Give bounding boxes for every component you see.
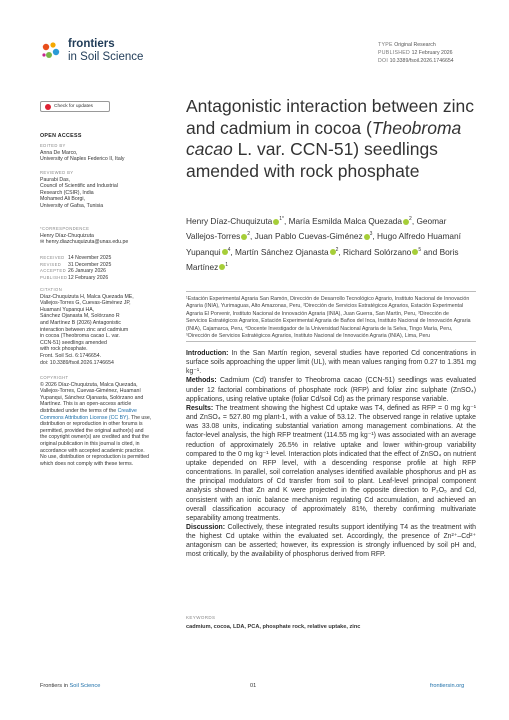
- footer-journal: [40, 683, 100, 689]
- footer-journal-pre: Frontiers in: [40, 683, 70, 689]
- author[interactable]: Geomar Vallejos-Torres: [186, 215, 447, 242]
- author[interactable]: Boris Martínez: [186, 246, 459, 272]
- section-text: In the San Martín region, several studies have reported Cd concentrations in surface soils approaching the upper limit (UL), with mean values ranging from 0.27 to 1.351 mg kg⁻¹.: [186, 350, 476, 376]
- citation-line: Díaz-Chuquizuta H, Malca Quezada ME,: [40, 293, 134, 300]
- title-part: L. var. CCN-51) seedlings amended with rock phosphate: [186, 139, 438, 181]
- author-sup: 2: [247, 231, 251, 238]
- received-label: RECEIVED: [40, 255, 65, 260]
- footer-journal-link[interactable]: Soil Science: [69, 683, 101, 689]
- correspondence-label: *CORRESPONDENCE: [40, 226, 90, 231]
- copyright-text: [40, 382, 152, 468]
- author-sup: 2: [335, 246, 339, 253]
- author[interactable]: Juan Pablo Cuevas-Giménez: [254, 231, 363, 242]
- correspondence-email[interactable]: ✉ henry.diazchuquizuta@unas.edu.pe: [40, 239, 129, 246]
- author[interactable]: Martín Sánchez Ojanasta: [235, 246, 329, 257]
- copyright-text-pre: © 2026 Díaz-Chuquizuta, Malca Quezada, Vallejos-Torres, Cuevas-Giménez, Huamaní Yupanqui, Sánchez Ojanasta, Solórzano and Martínez. This is an open-access article distributed under the terms of the: [40, 381, 144, 414]
- author-sup: 1*: [279, 216, 284, 222]
- correspondence-name: Henry Díaz-Chuquizuta: [40, 232, 94, 239]
- type-value: Original Research: [394, 42, 436, 48]
- journal-name-line1: frontiers: [68, 38, 115, 50]
- section-text: Cadmium (Cd) transfer to Theobroma cacao (CCN-51) seedlings was evaluated under 12 factorial combinations of phosphate rock (RFP) and foliar zinc sulphate (ZnSO₄) applications, using relative uptake (foliar Cd/soil Cd) as the primary response variable.: [186, 377, 476, 403]
- reviewed-by-line: Council of Scientific and Industrial: [40, 183, 118, 190]
- author-sup: 4: [227, 246, 231, 253]
- citation-line: with rock phosphate.: [40, 346, 88, 353]
- title-species: Theobroma cacao: [186, 117, 462, 159]
- reviewed-by-label: REVIEWED BY: [40, 170, 74, 175]
- author[interactable]: Henry Díaz-Chuquizuta: [186, 215, 273, 226]
- published-label: PUBLISHED: [40, 274, 68, 280]
- author[interactable]: María Esmilda Malca Quezada: [288, 215, 403, 226]
- received-date: 14 November 2025: [68, 255, 112, 261]
- author-sup: 1: [225, 261, 229, 268]
- copyright-block: [40, 375, 152, 467]
- published-value: 12 February 2026: [411, 50, 453, 57]
- reviewed-by-line: University of Gafsa, Tunisia: [40, 202, 104, 209]
- citation-line: CCN-51) seedlings amended: [40, 339, 107, 346]
- journal-name: [68, 38, 143, 64]
- author-sup: 3: [369, 231, 373, 238]
- divider: [186, 291, 476, 292]
- citation-label: CITATION: [40, 287, 63, 292]
- frontiers-logo-icon: [40, 40, 62, 62]
- open-access-label: OPEN ACCESS: [40, 133, 82, 139]
- author[interactable]: Richard Solórzano: [343, 246, 412, 257]
- section-label: Methods:: [186, 377, 217, 385]
- correspondence-email-text[interactable]: henry.diazchuquizuta@unas.edu.pe: [45, 239, 129, 246]
- abstract-results: [186, 404, 476, 523]
- section-label: Results:: [186, 404, 214, 412]
- check-for-updates-button[interactable]: [40, 101, 110, 112]
- dates-block: [40, 255, 111, 281]
- keywords: cadmium, cocoa, LDA, PCA, phosphate rock, relative uptake, zinc: [186, 624, 361, 630]
- citation-line: and Martínez B (2026) Antagonistic: [40, 319, 122, 326]
- citation-line: Huamaní Yupanqui HA,: [40, 306, 95, 313]
- reviewed-by-line: Research (CSIR), India: [40, 189, 94, 196]
- citation-line: interaction between zinc and cadmium: [40, 326, 129, 333]
- journal-name-line2: in Soil Science: [68, 51, 144, 63]
- section-label: Discussion:: [186, 523, 226, 531]
- reviewed-by-block: [40, 170, 158, 210]
- type-label: TYPE: [378, 42, 393, 48]
- revised-date: 31 December 2025: [68, 261, 112, 268]
- reviewed-by-line: Mohamed Ali Borgi,: [40, 196, 85, 203]
- citation-line: in cocoa (Theobroma cacao L. var.: [40, 333, 120, 340]
- revised-label: REVISED: [40, 261, 62, 267]
- keywords-label: KEYWORDS: [186, 615, 216, 620]
- affiliations: ¹Estación Experimental Agraria San Ramón, Dirección de Desarrollo Tecnológico Agrario, Instituto Nacional de Innovación Agraria (INIA), Yurimaguas, Alto Amazonas, Peru, ²Dirección de Servicios Estratégicos Agrarios, Estación Experimental Agraria El Porvenir, Instituto Nacional de Innovación Agraria (INIA), Juan Guerra, San Martín, Peru, ³Dirección de Servicios Estratégicos Agrarios, Estación Experimental Agraria de Baños del Inca, Instituto Nacional de Innovación Agraria (INIA), Cajamarca, Peru, ⁴Docente Investigador de la Universidad Nacional Agraria de la Selva, Tingo María, Peru, ⁵Dirección de Servicios Estratégicos Agrarios, Instituto Nacional de Innovación Agraria (INIA), Lima, Peru: [186, 296, 471, 340]
- license-link[interactable]: Creative Commons Attribution License (CC BY): [40, 407, 137, 421]
- abstract-introduction: [186, 349, 476, 376]
- section-text: The treatment showing the highest Cd uptake was T4, defined as RFP = 0 mg kg⁻¹ and ZnSO₄ = 527.80 mg plant-1, with a value of 53.12. The observed range in relative uptake was 33.08 units, indicating substantial variation among management combinations. At the factor-level analysis, the high RFP treatment (114.55 mg kg⁻¹) was associated with an average reduction of approximately 26.5% in relative uptake and lower within-group variability compared to the 0 mg kg⁻¹ level. Interaction plots indicated that the effect of ZnSO₄ on nutrient uptake depended on RFP level, with a descending response profile at high RFP concentrations. In parallel, soil correlation analyses identified available phosphorus and pH as the principal modulators of Cd transfer from soil to plant. Leaf-level principal component analysis showed that Zn and K were projected in the opposite direction to P₂O₅ and Cd, consistent with an ionic balance mechanism regulating Cd accumulation, and achieved an overall classification accuracy of approximately 81%, thereby confirming multivariate separability among treatments.: [186, 404, 476, 522]
- section-text: Collectively, these integrated results support identifying T4 as the treatment with the highest Cd uptake within the evaluated set. Accordingly, the presence of Zn²⁺–Cd²⁺ antagonism can be asserted; however, its expression is strongly influenced by soil pH and, most critically, by the availability of phosphorus derived from RFP.: [186, 523, 476, 559]
- citation-line: Vallejos-Torres G, Cuevas-Giménez JP,: [40, 300, 131, 307]
- author-sup: 5: [418, 246, 422, 253]
- doi-value[interactable]: 10.3389/fsoil.2026.1746654: [389, 58, 454, 65]
- footer-site-link[interactable]: frontiersin.org: [430, 683, 465, 689]
- published-label: PUBLISHED: [378, 50, 411, 57]
- title-part: Antagonistic interaction between zinc and cadmium in cocoa (: [186, 96, 474, 138]
- author[interactable]: Hugo Alfredo Huamaní Yupanqui: [186, 231, 461, 257]
- edited-by-line: Anna De Marco,: [40, 149, 78, 156]
- article-meta: [378, 41, 454, 66]
- copyright-text-post: . The use, distribution or reproduction in other forums is permitted, provided the original author(s) and the copyright owner(s) are credited and that the original publication in this journal is cited, in accordance with accepted academic practice. No use, distribution or reproduction is permitted which does not comply with these terms.: [40, 414, 152, 467]
- citation-line: Front. Soil Sci. 6:1746654.: [40, 352, 102, 359]
- correspondence-block: [40, 226, 158, 246]
- edited-by-label: EDITED BY: [40, 143, 66, 148]
- copyright-label: COPYRIGHT: [40, 375, 69, 380]
- citation-block: [40, 287, 158, 366]
- edited-by-block: [40, 143, 158, 163]
- citation-line: Sánchez Ojanasta M, Solórzano R: [40, 313, 120, 320]
- divider: [186, 341, 476, 342]
- abstract: [186, 349, 476, 560]
- author-sup: 2: [409, 216, 412, 222]
- accepted-label: ACCEPTED: [40, 268, 67, 274]
- published-date: 12 February 2026: [68, 274, 109, 281]
- check-updates-label: Check for updates: [54, 104, 93, 109]
- author-list: Henry Díaz-Chuquizuta $^{1*}$, María Esmilda Malca Quezada $^2$, Geomar Vallejos-Torres $^2$, Juan Pablo Cuevas-Giménez $^3$, Hugo Alfredo Huamaní Yupanqui $^4$, Martín Sánchez Ojanasta $^2$, Richard Solórzano $^5$ and Boris Martínez $^1$: [186, 215, 461, 272]
- accepted-date: 26 January 2026: [68, 268, 106, 275]
- reviewed-by-line: Paurabi Das,: [40, 176, 70, 183]
- doi-label: DOI: [378, 58, 389, 65]
- citation-line[interactable]: doi: 10.3389/fsoil.2026.1746654: [40, 359, 114, 366]
- abstract-discussion: [186, 523, 476, 560]
- edited-by-line: University of Naples Federico II, Italy: [40, 156, 125, 163]
- abstract-methods: [186, 376, 476, 403]
- check-updates-icon: [45, 104, 51, 110]
- article-title: [186, 96, 476, 182]
- page-number: 01: [250, 683, 257, 689]
- section-label: Introduction:: [186, 350, 229, 357]
